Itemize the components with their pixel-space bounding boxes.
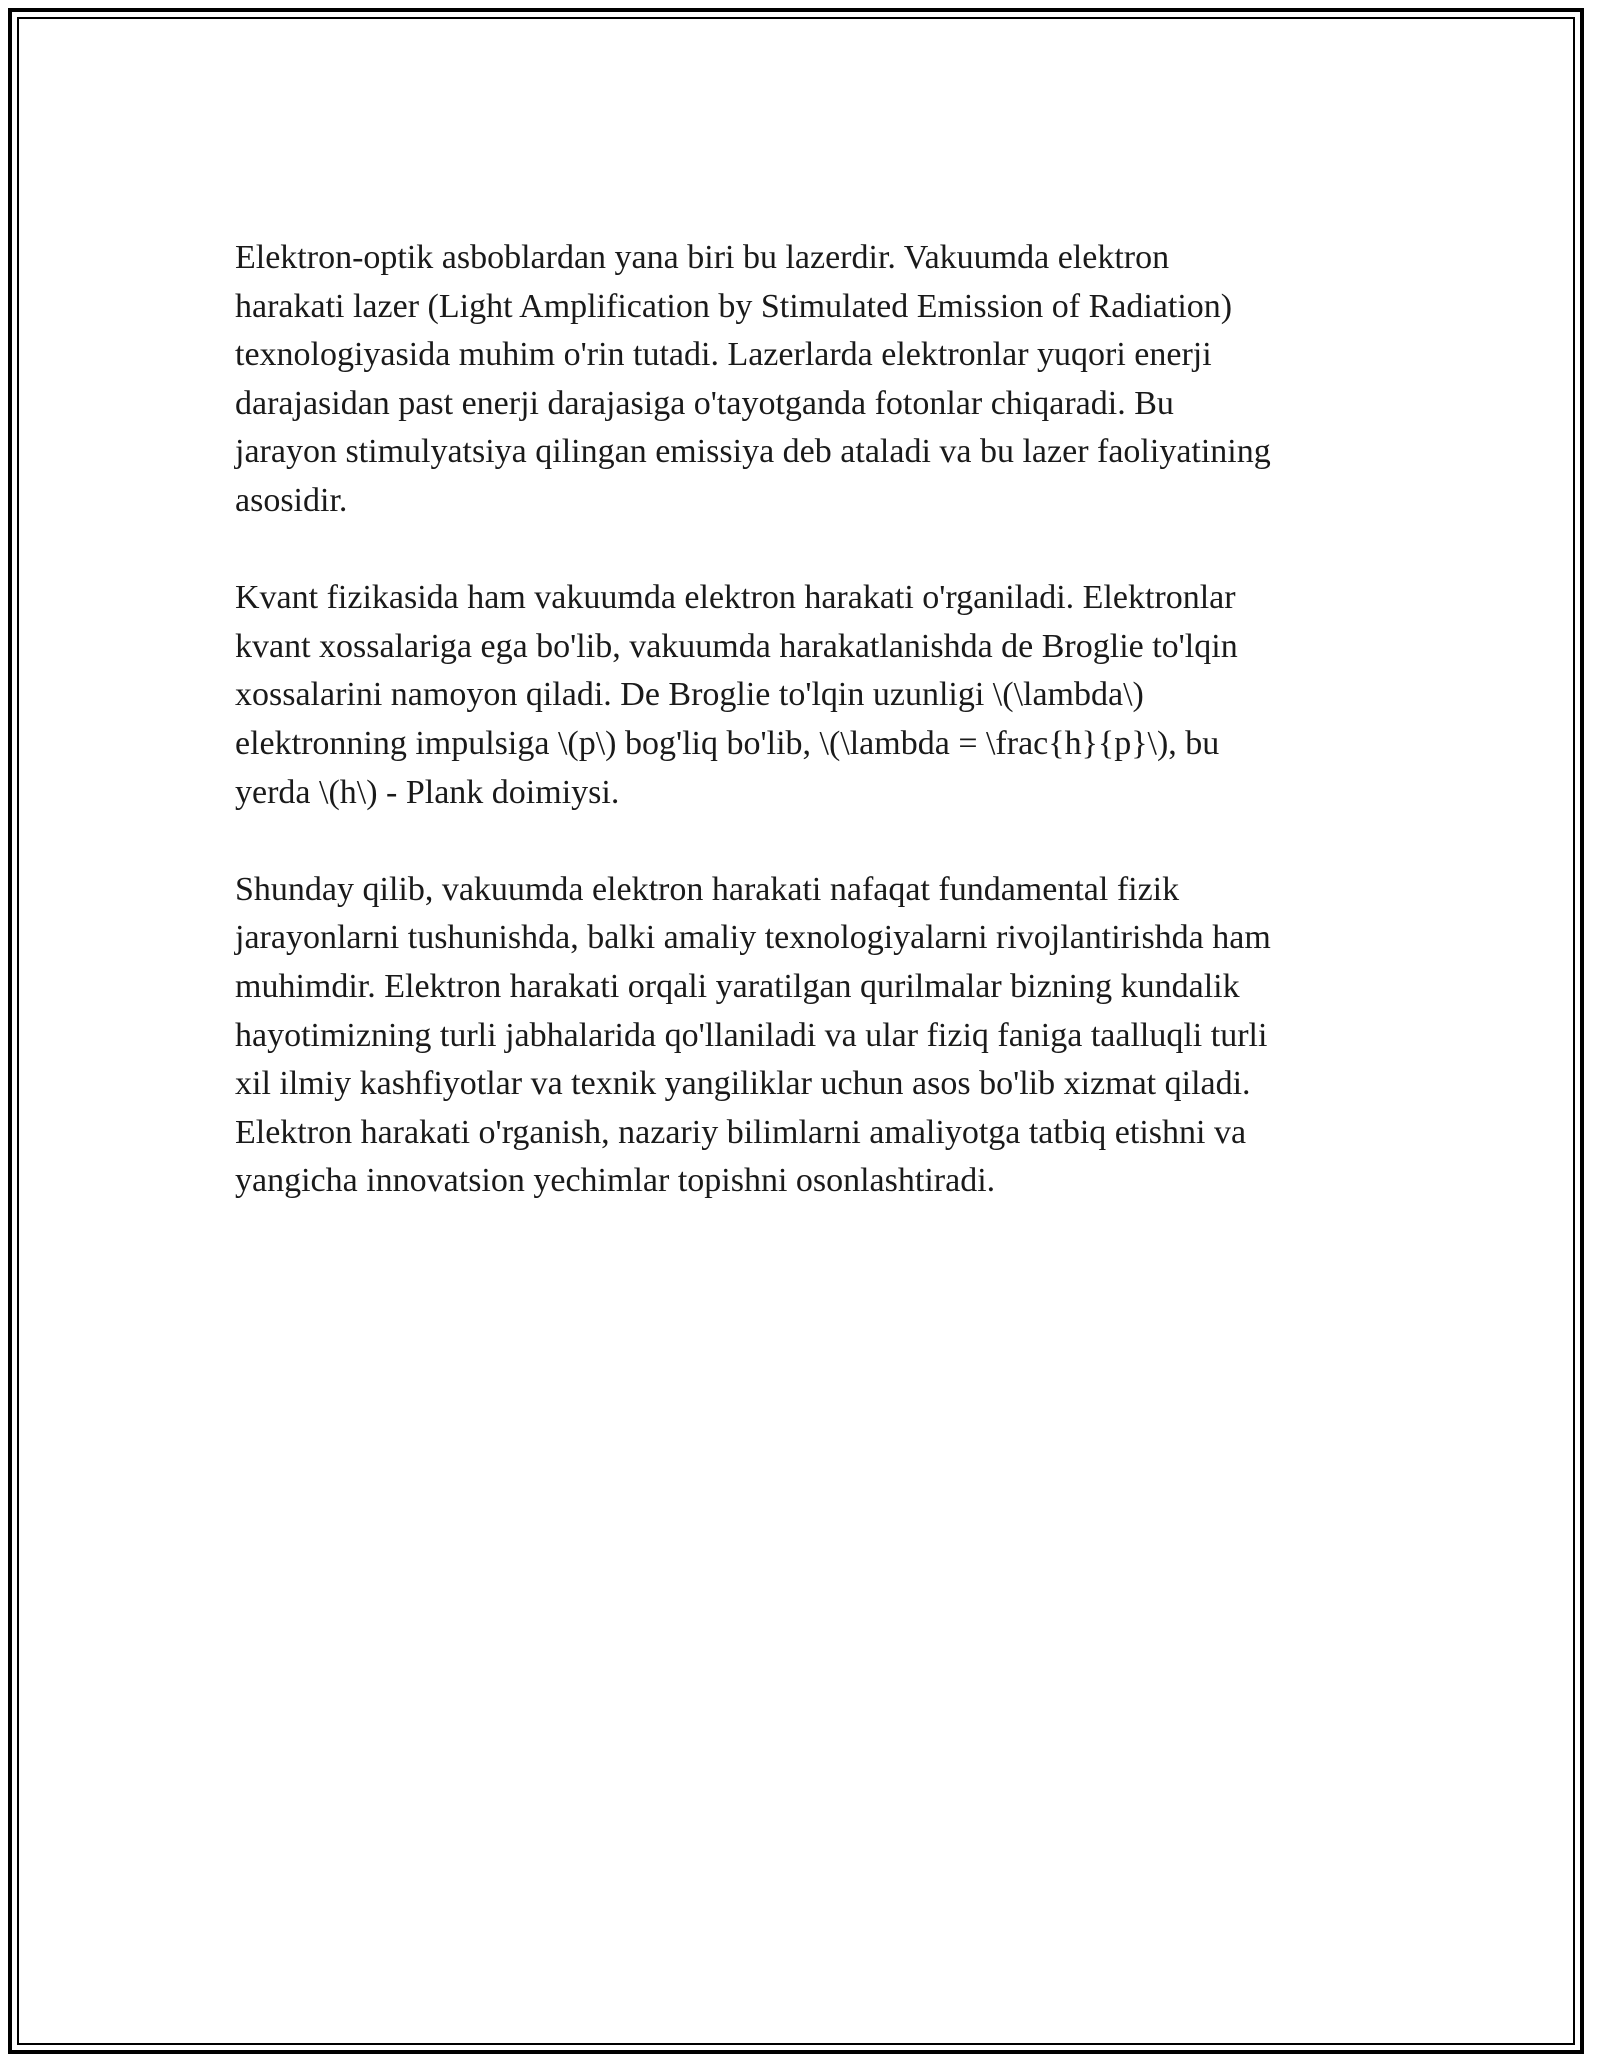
paragraph-laser: Elektron-optik asboblardan yana biri bu lazerdir. Vakuumda elektron harakati lazer (Light Amplification by Stimulated Emission of Radiation) texnologiyasida muhim o'rin tutadi. Lazerlarda elektronlar yuqori enerji darajasidan past enerji darajasiga o'tayotganda fotonlar chiqaradi. Bu jarayon stimulyatsiya qilingan emissiya deb ataladi va bu lazer faoliyatining asosidir. [235, 239, 1271, 519]
document-body [235, 234, 1375, 1254]
paragraph-quantum: Kvant fizikasida ham vakuumda elektron harakati o'rganiladi. Elektronlar kvant xossalariga ega bo'lib, vakuumda harakatlanishda de Broglie to'lqin xossalarini namoyon qiladi. De Broglie to'lqin uzunligi \(\lambda\) elektronning impulsiga \(p\) bog'liq bo'lib, \(\lambda = \frac{h}{p}\), bu yerda \(h\) - Plank doimiysi. [235, 579, 1238, 811]
paragraph-conclusion: Shunday qilib, vakuumda elektron harakati nafaqat fundamental fizik jarayonlarni tushunishda, balki amaliy texnologiyalarni rivojlantirishda ham muhimdir. Elektron harakati orqali yaratilgan qurilmalar bizning kundalik hayotimizning turli jabhalarida qo'llaniladi va ular fiziq faniga taalluqli turli xil ilmiy kashfiyotlar va texnik yangiliklar uchun asos bo'lib xizmat qiladi. Elektron harakati o'rganish, nazariy bilimlarni amaliyotga tatbiq etishni va yangicha innovatsion yechimlar topishni osonlashtiradi. [235, 870, 1271, 1200]
